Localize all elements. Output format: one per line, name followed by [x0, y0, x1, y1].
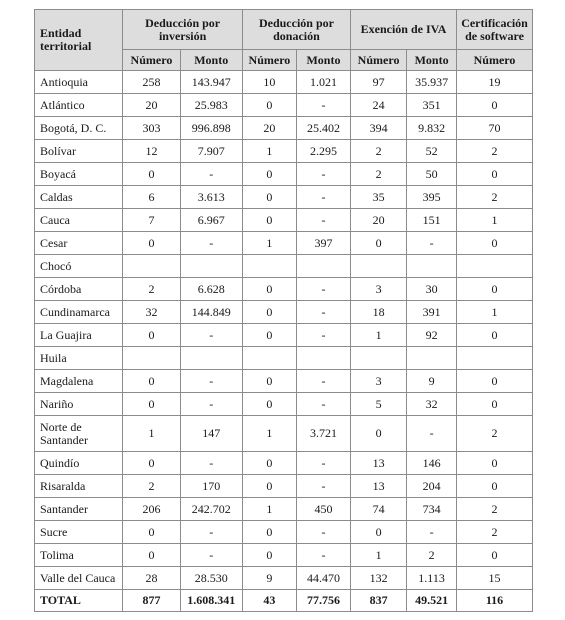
table-row: [35, 544, 533, 567]
value-cell: 3.613: [180, 186, 242, 209]
value-cell: -: [180, 163, 242, 186]
table-row: [35, 71, 533, 94]
entity-name-cell: Norte de Santander: [35, 416, 123, 452]
value-cell: 258: [123, 71, 180, 94]
value-cell: 0: [242, 278, 296, 301]
value-cell: 25.402: [296, 117, 350, 140]
value-cell: 144.849: [180, 301, 242, 324]
value-cell: 6: [123, 186, 180, 209]
value-cell: 2: [407, 544, 457, 567]
fiscal-benefits-table: [34, 9, 533, 612]
value-cell: 996.898: [180, 117, 242, 140]
table-header: [35, 10, 533, 71]
value-cell: 397: [296, 232, 350, 255]
value-cell: 147: [180, 416, 242, 452]
value-cell: 0: [242, 521, 296, 544]
value-cell: -: [296, 452, 350, 475]
value-cell: -: [296, 94, 350, 117]
header-sub-numero: Número: [242, 50, 296, 71]
value-cell: 10: [242, 71, 296, 94]
value-cell: -: [180, 544, 242, 567]
value-cell: -: [180, 452, 242, 475]
table-row: [35, 416, 533, 452]
header-sub-numero: Número: [123, 50, 180, 71]
value-cell: 3: [351, 278, 407, 301]
value-cell: -: [296, 544, 350, 567]
header-group-iva: Exención de IVA: [351, 10, 457, 50]
value-cell: [351, 255, 407, 278]
value-cell: 7.907: [180, 140, 242, 163]
value-cell: 6.967: [180, 209, 242, 232]
value-cell: 9.832: [407, 117, 457, 140]
value-cell: 116: [457, 590, 533, 612]
header-group-donacion: Deducción por donación: [242, 10, 350, 50]
value-cell: 70: [457, 117, 533, 140]
value-cell: 132: [351, 567, 407, 590]
value-cell: 1: [457, 301, 533, 324]
table-row: [35, 475, 533, 498]
table-row: [35, 301, 533, 324]
value-cell: 2: [457, 498, 533, 521]
entity-name-cell: Quindío: [35, 452, 123, 475]
table-row: [35, 186, 533, 209]
value-cell: 20: [351, 209, 407, 232]
value-cell: -: [296, 370, 350, 393]
value-cell: 35: [351, 186, 407, 209]
value-cell: 2: [457, 521, 533, 544]
value-cell: 0: [457, 475, 533, 498]
table-row: [35, 140, 533, 163]
entity-name-cell: Tolima: [35, 544, 123, 567]
value-cell: -: [180, 393, 242, 416]
value-cell: [351, 347, 407, 370]
value-cell: -: [407, 416, 457, 452]
value-cell: 12: [123, 140, 180, 163]
table-row: [35, 452, 533, 475]
entity-name-cell: Chocó: [35, 255, 123, 278]
value-cell: 0: [242, 301, 296, 324]
table-row: [35, 209, 533, 232]
value-cell: -: [296, 324, 350, 347]
entity-name-cell: Córdoba: [35, 278, 123, 301]
value-cell: [296, 255, 350, 278]
value-cell: -: [296, 475, 350, 498]
entity-name-cell: Cauca: [35, 209, 123, 232]
value-cell: 25.983: [180, 94, 242, 117]
value-cell: 0: [123, 232, 180, 255]
value-cell: [296, 347, 350, 370]
value-cell: 1: [457, 209, 533, 232]
value-cell: -: [296, 186, 350, 209]
value-cell: 19: [457, 71, 533, 94]
value-cell: 0: [242, 186, 296, 209]
value-cell: 1: [242, 416, 296, 452]
value-cell: 450: [296, 498, 350, 521]
value-cell: 0: [242, 94, 296, 117]
value-cell: -: [407, 521, 457, 544]
entity-name-cell: Nariño: [35, 393, 123, 416]
value-cell: 391: [407, 301, 457, 324]
value-cell: 170: [180, 475, 242, 498]
value-cell: 0: [457, 232, 533, 255]
value-cell: 1.608.341: [180, 590, 242, 612]
value-cell: 0: [123, 324, 180, 347]
value-cell: 1.113: [407, 567, 457, 590]
value-cell: 0: [457, 393, 533, 416]
table-row: [35, 232, 533, 255]
entity-name-cell: Boyacá: [35, 163, 123, 186]
entity-name-cell: Antioquia: [35, 71, 123, 94]
value-cell: 0: [242, 209, 296, 232]
table-row: [35, 393, 533, 416]
value-cell: 24: [351, 94, 407, 117]
value-cell: 7: [123, 209, 180, 232]
value-cell: 0: [242, 324, 296, 347]
table-row: [35, 324, 533, 347]
value-cell: 0: [457, 324, 533, 347]
value-cell: 151: [407, 209, 457, 232]
value-cell: [180, 255, 242, 278]
value-cell: 35.937: [407, 71, 457, 94]
header-sub-numero: Número: [351, 50, 407, 71]
value-cell: 92: [407, 324, 457, 347]
table-row: [35, 521, 533, 544]
table-row: [35, 498, 533, 521]
value-cell: 0: [123, 452, 180, 475]
value-cell: 18: [351, 301, 407, 324]
value-cell: 242.702: [180, 498, 242, 521]
value-cell: 0: [123, 521, 180, 544]
value-cell: 13: [351, 452, 407, 475]
value-cell: -: [296, 163, 350, 186]
value-cell: 32: [123, 301, 180, 324]
value-cell: -: [407, 232, 457, 255]
value-cell: -: [180, 370, 242, 393]
value-cell: -: [296, 278, 350, 301]
value-cell: 43: [242, 590, 296, 612]
value-cell: 146: [407, 452, 457, 475]
value-cell: 734: [407, 498, 457, 521]
table-row: [35, 255, 533, 278]
entity-name-cell: TOTAL: [35, 590, 123, 612]
value-cell: 2: [351, 163, 407, 186]
entity-name-cell: Bolívar: [35, 140, 123, 163]
value-cell: 0: [457, 452, 533, 475]
value-cell: 0: [457, 278, 533, 301]
header-entity: Entidad territorial: [35, 10, 123, 71]
value-cell: 351: [407, 94, 457, 117]
value-cell: 0: [457, 370, 533, 393]
value-cell: 0: [242, 544, 296, 567]
value-cell: 2: [123, 475, 180, 498]
header-sub-monto: Monto: [180, 50, 242, 71]
value-cell: 44.470: [296, 567, 350, 590]
value-cell: [123, 347, 180, 370]
value-cell: 0: [457, 544, 533, 567]
value-cell: 15: [457, 567, 533, 590]
value-cell: 204: [407, 475, 457, 498]
entity-name-cell: Cundinamarca: [35, 301, 123, 324]
value-cell: 0: [457, 94, 533, 117]
value-cell: 9: [242, 567, 296, 590]
value-cell: 1.021: [296, 71, 350, 94]
value-cell: 9: [407, 370, 457, 393]
value-cell: 2: [457, 186, 533, 209]
value-cell: 0: [242, 163, 296, 186]
value-cell: 2: [457, 416, 533, 452]
table-row: [35, 117, 533, 140]
value-cell: 2: [457, 140, 533, 163]
value-cell: -: [296, 521, 350, 544]
entity-name-cell: Caldas: [35, 186, 123, 209]
value-cell: 77.756: [296, 590, 350, 612]
header-group-inversion: Deducción por inversión: [123, 10, 243, 50]
value-cell: [242, 347, 296, 370]
value-cell: 20: [242, 117, 296, 140]
value-cell: 303: [123, 117, 180, 140]
value-cell: 1: [242, 140, 296, 163]
value-cell: 0: [242, 393, 296, 416]
table-row: [35, 94, 533, 117]
value-cell: [407, 347, 457, 370]
value-cell: 0: [242, 370, 296, 393]
value-cell: 50: [407, 163, 457, 186]
value-cell: 13: [351, 475, 407, 498]
value-cell: 0: [351, 521, 407, 544]
value-cell: 143.947: [180, 71, 242, 94]
table-row: [35, 370, 533, 393]
entity-name-cell: Bogotá, D. C.: [35, 117, 123, 140]
value-cell: 97: [351, 71, 407, 94]
entity-name-cell: Risaralda: [35, 475, 123, 498]
value-cell: 28.530: [180, 567, 242, 590]
value-cell: 0: [242, 475, 296, 498]
value-cell: 32: [407, 393, 457, 416]
value-cell: [407, 255, 457, 278]
value-cell: [123, 255, 180, 278]
value-cell: -: [296, 209, 350, 232]
table-row: [35, 567, 533, 590]
value-cell: 1: [351, 544, 407, 567]
value-cell: 74: [351, 498, 407, 521]
value-cell: 1: [351, 324, 407, 347]
value-cell: -: [296, 393, 350, 416]
value-cell: 0: [242, 452, 296, 475]
value-cell: 0: [351, 232, 407, 255]
entity-name-cell: Magdalena: [35, 370, 123, 393]
total-row: [35, 590, 533, 612]
value-cell: 2: [123, 278, 180, 301]
value-cell: 0: [123, 393, 180, 416]
value-cell: 1: [242, 232, 296, 255]
value-cell: [457, 255, 533, 278]
value-cell: 837: [351, 590, 407, 612]
entity-name-cell: Cesar: [35, 232, 123, 255]
value-cell: 0: [351, 416, 407, 452]
value-cell: 28: [123, 567, 180, 590]
header-sub-monto: Monto: [296, 50, 350, 71]
value-cell: 394: [351, 117, 407, 140]
value-cell: 206: [123, 498, 180, 521]
entity-name-cell: Valle del Cauca: [35, 567, 123, 590]
value-cell: 49.521: [407, 590, 457, 612]
entity-name-cell: Sucre: [35, 521, 123, 544]
data-table-wrapper: [34, 9, 533, 612]
header-sub-numero: Número: [457, 50, 533, 71]
table-row: [35, 163, 533, 186]
value-cell: 5: [351, 393, 407, 416]
value-cell: [242, 255, 296, 278]
value-cell: -: [180, 324, 242, 347]
value-cell: 0: [123, 163, 180, 186]
entity-name-cell: Santander: [35, 498, 123, 521]
value-cell: 3.721: [296, 416, 350, 452]
value-cell: -: [180, 232, 242, 255]
value-cell: -: [180, 521, 242, 544]
table-body: [35, 71, 533, 612]
value-cell: 877: [123, 590, 180, 612]
value-cell: 1: [123, 416, 180, 452]
value-cell: 20: [123, 94, 180, 117]
entity-name-cell: Huila: [35, 347, 123, 370]
value-cell: 30: [407, 278, 457, 301]
value-cell: 2.295: [296, 140, 350, 163]
value-cell: 0: [123, 544, 180, 567]
value-cell: 395: [407, 186, 457, 209]
entity-name-cell: Atlántico: [35, 94, 123, 117]
value-cell: [180, 347, 242, 370]
table-row: [35, 278, 533, 301]
value-cell: 0: [457, 163, 533, 186]
value-cell: [457, 347, 533, 370]
value-cell: 6.628: [180, 278, 242, 301]
header-sub-monto: Monto: [407, 50, 457, 71]
header-group-software: Certificación de software: [457, 10, 533, 50]
entity-name-cell: La Guajira: [35, 324, 123, 347]
value-cell: 1: [242, 498, 296, 521]
value-cell: 0: [123, 370, 180, 393]
value-cell: 3: [351, 370, 407, 393]
table-row: [35, 347, 533, 370]
value-cell: 2: [351, 140, 407, 163]
value-cell: 52: [407, 140, 457, 163]
value-cell: -: [296, 301, 350, 324]
